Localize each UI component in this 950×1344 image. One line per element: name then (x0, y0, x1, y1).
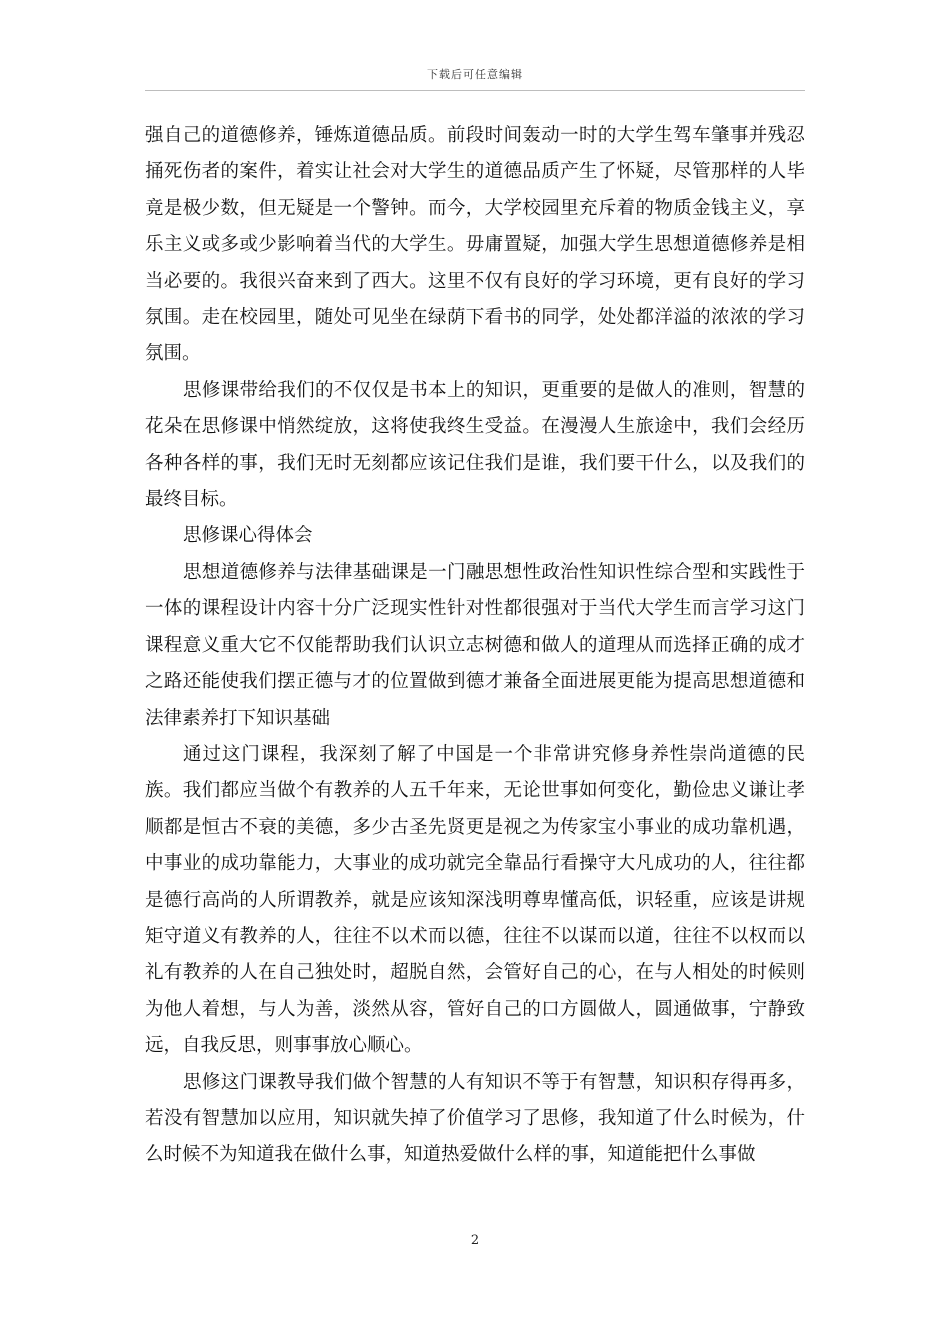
paragraph-3: 思想道德修养与法律基础课是一门融思想性政治性知识性综合型和实践性于一体的课程设计内容十分广泛现实性针对性都很强对于当代大学生而言学习这门课程意义重大它不仅能帮助我们认识立志树德和做人的道理从而选择正确的成才之路还能使我们摆正德与才的位置做到德才兼备全面进展更能为提高思想道德和法律素养打下知识基础 (145, 561, 805, 729)
paragraph-4: 通过这门课程，我深刻了解了中国是一个非常讲究修身养性崇尚道德的民族。我们都应当做个有教养的人五千年来，无论世事如何变化，勤俭忠义谦让孝顺都是恒古不衰的美德，多少古圣先贤更是视之为传家宝小事业的成功靠机遇，中事业的成功靠能力，大事业的成功就完全靠品行看操守大凡成功的人，往往都是德行高尚的人所谓教养，就是应该知深浅明尊卑懂高低，识轻重，应该是讲规矩守道义有教养的人，往往不以术而以德，往往不以谋而以道，往往不以权而以礼有教养的人在自己独处时，超脱自然，会管好自己的心，在与人相处的时候则为他人着想，与人为善，淡然从容，管好自己的口方圆做人，圆通做事，宁静致远，自我反思，则事事放心顺心。 (145, 743, 805, 1057)
page-header: 下载后可任意编辑 (427, 68, 523, 81)
section-heading: 思修课心得体会 (183, 525, 313, 547)
paragraph-2: 思修课带给我们的不仅仅是书本上的知识，更重要的是做人的准则，智慧的花朵在思修课中悄然绽放，这将使我终生受益。在漫漫人生旅途中，我们会经历各种各样的事，我们无时无刻都应该记住我们是谁，我们要干什么，以及我们的最终目标。 (145, 379, 805, 511)
paragraph-1: 强自己的道德修养，锤炼道德品质。前段时间轰动一时的大学生驾车肇事并残忍捅死伤者的案件，着实让社会对大学生的道德品质产生了怀疑，尽管那样的人毕竟是极少数，但无疑是一个警钟。而今，大学校园里充斥着的物质金钱主义，享乐主义或多或少影响着当代的大学生。毋庸置疑，加强大学生思想道德修养是相当必要的。我很兴奋来到了西大。这里不仅有良好的学习环境，更有良好的学习氛围。走在校园里，随处可见坐在绿荫下看书的同学，处处都洋溢的浓浓的学习氛围。 (145, 125, 805, 365)
paragraph-5: 思修这门课教导我们做个智慧的人有知识不等于有智慧，知识积存得再多，若没有智慧加以应用，知识就失掉了价值学习了思修，我知道了什么时候为，什么时候不为知道我在做什么事，知道热爱做什么样的事，知道能把什么事做 (145, 1071, 805, 1166)
header-divider (145, 90, 805, 91)
document-body (145, 118, 805, 1174)
page-number: 2 (470, 1233, 480, 1248)
